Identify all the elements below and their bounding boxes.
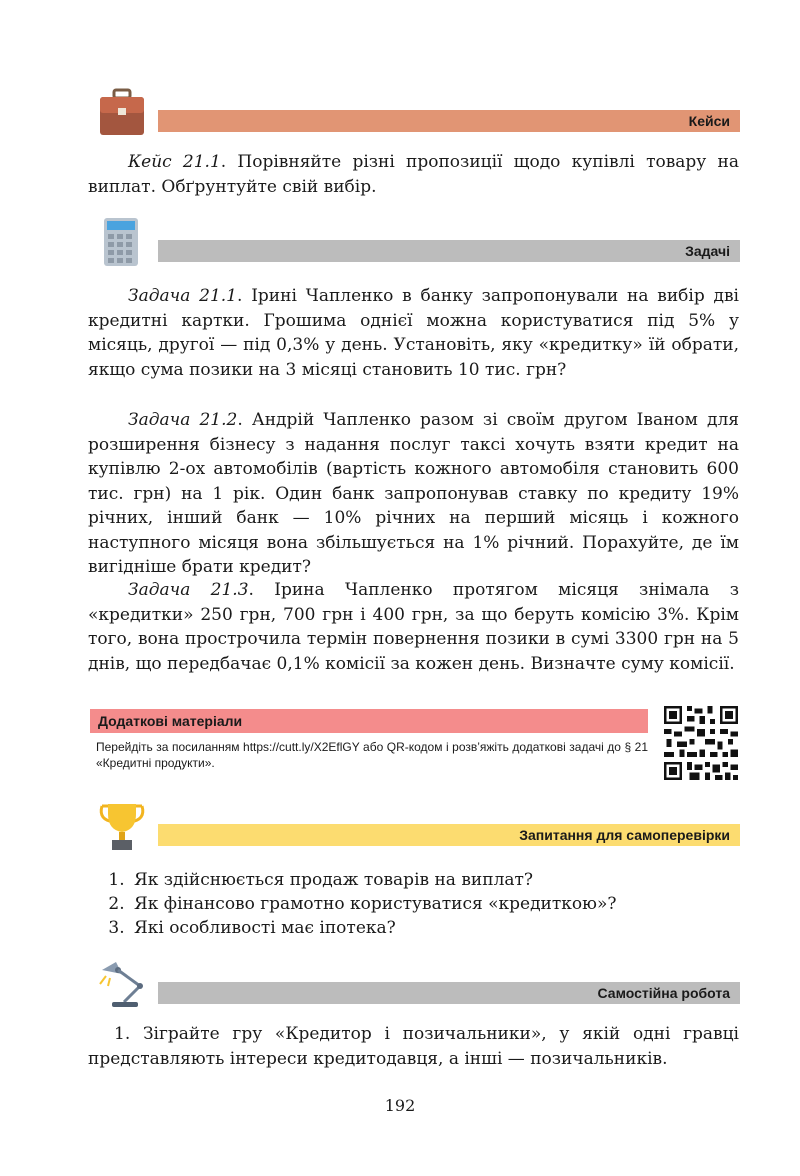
section-header-cases [96, 88, 740, 148]
trophy-icon [96, 802, 154, 852]
calculator-icon [96, 218, 154, 268]
independent-paragraph [88, 1022, 739, 1071]
briefcase-icon [96, 88, 154, 138]
task-21-3-paragraph [88, 578, 739, 676]
extra-materials-box [90, 706, 740, 786]
list-item: 2. Як фінансово грамотно користуватися «кредиткою»? [130, 892, 616, 916]
section-title: Запитання для самоперевірки [519, 827, 730, 843]
task-text: . Андрій Чапленко разом зі своїм другом Іваном для розширення бізнесу з надання послуг таксі хочуть взяти кредит на купівлю 2-ох автомобілів (вартість кожного автомобіля становить 600 тис. грн) на 1 рік. Один банк запропонував ставку по кредиту 19% річних, інший банк — 10% річних на перший місяць і кожного наступного місяця вона збільшується на 1% річний. Порахуйте, де їм вигідніше брати кредит? [88, 410, 739, 577]
extra-materials-title: Додаткові матеріали [98, 713, 243, 729]
page-number: 192 [384, 1096, 416, 1115]
qr-code-icon[interactable] [664, 706, 738, 780]
list-item: 3. Які особливості має іпотека? [130, 916, 616, 940]
section-title: Самостійна робота [597, 985, 730, 1001]
task-21-2-paragraph [88, 408, 739, 580]
independent-text: 1. Зіграйте гру «Кредитор і позичальники», у якій одні гравці представляють інтереси кредитодавця, а інші — позичальників. [88, 1024, 739, 1069]
section-header-questions [96, 802, 740, 862]
case-paragraph [88, 150, 739, 199]
task-lead: Задача 21.3 [128, 580, 249, 600]
case-lead: Кейс 21.1 [128, 152, 221, 172]
section-header-independent [96, 960, 740, 1020]
list-item: 1. Як здійснюється продаж товарів на виплат? [130, 868, 616, 892]
self-check-questions [110, 868, 616, 940]
task-lead: Задача 21.1 [128, 286, 237, 306]
section-title: Задачі [685, 243, 730, 259]
extra-materials-bar [90, 709, 648, 733]
case-text: . Порівняйте різні пропозиції щодо купівлі товару на виплат. Обґрунтуйте свій вибір. [88, 152, 740, 197]
task-lead: Задача 21.2 [128, 410, 238, 430]
section-header-tasks [96, 218, 740, 278]
section-bar [158, 240, 740, 262]
task-text: . Ірина Чапленко протягом місяця знімала з «кредитки» 250 грн, 700 грн і 400 грн, за що беруть комісію 3%. Крім того, вона прострочила термін повернення позики в сумі 3300 грн на 5 днів, що передбачає 0,1% комісії за кожен день. Визначте суму комісії. [88, 580, 739, 674]
section-bar [158, 824, 740, 846]
task-21-1-paragraph [88, 284, 739, 382]
extra-materials-text: Перейдіть за посиланням https://cutt.ly/X2EflGY або QR-кодом і розв’яжіть додаткові задачі до § 21 «Кредитні продукти». [96, 740, 648, 770]
task-text: . Ірині Чапленко в банку запропонували на вибір дві кредитні картки. Грошима однієї можна користуватися під 5% у місяць, другої — під 0,3% у день. Установіть, яку «кредитку» їй обрати, якщо сума позики на 3 місяці становить 10 тис. грн? [88, 286, 739, 380]
section-bar [158, 982, 740, 1004]
desk-lamp-icon [96, 960, 154, 1010]
section-title: Кейси [688, 113, 730, 129]
section-bar [158, 110, 740, 132]
